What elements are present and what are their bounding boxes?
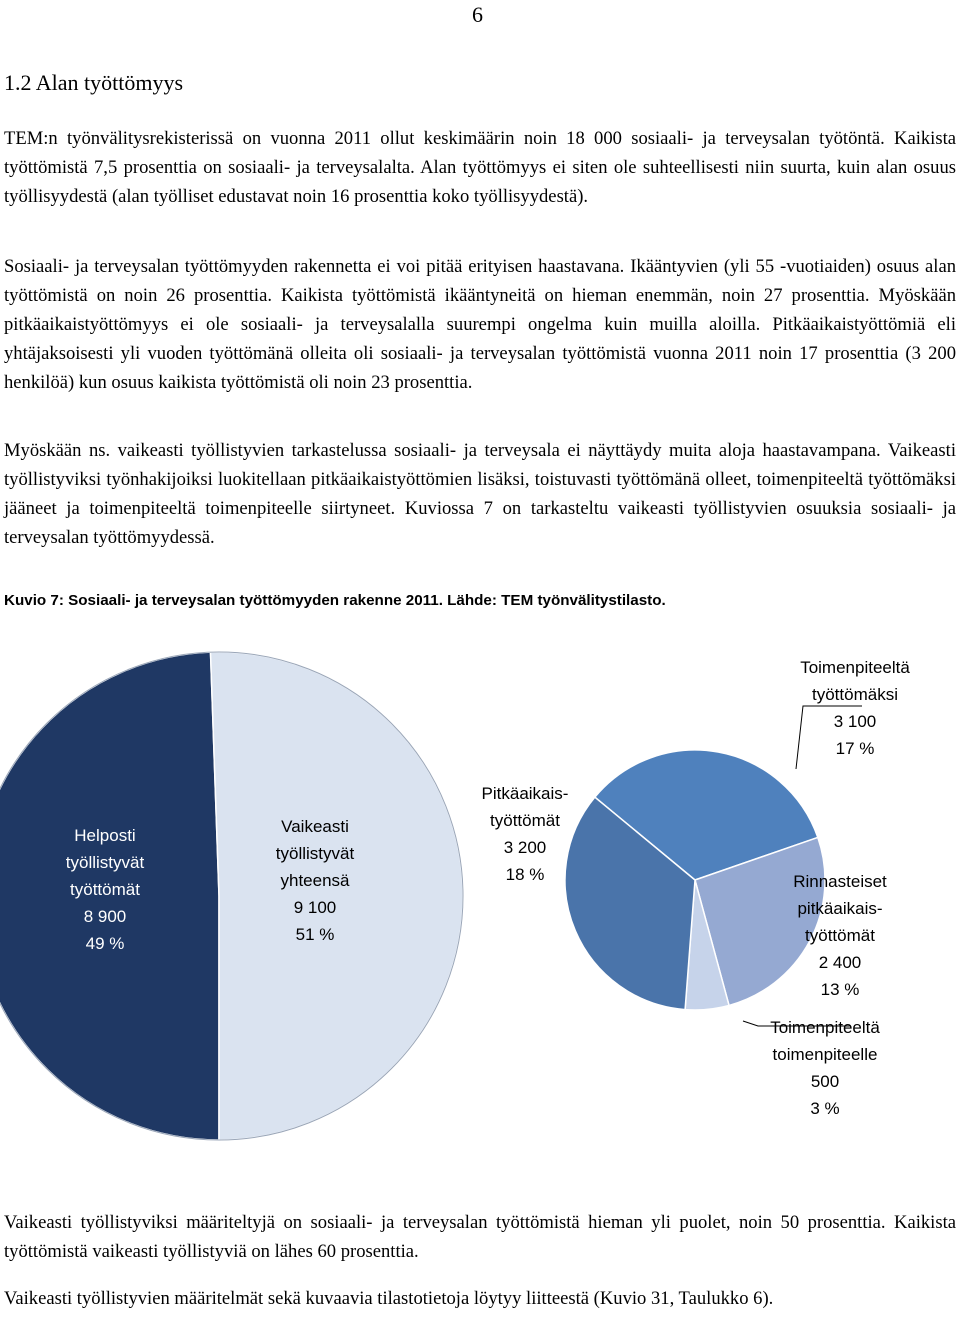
pie1-label-helposti: Helposti työllistyvät työttömät 8 900 49 % <box>65 826 145 953</box>
page-number: 6 <box>472 2 483 27</box>
section-heading: 1.2 Alan työttömyys <box>4 70 184 95</box>
pie2-label-pitkaaikais: Pitkäaikais-työttömät 3 200 18 % <box>481 784 569 884</box>
paragraph-1: TEM:n työnvälitysrekisterissä on vuonna 2011 ollut keskimäärin noin 18 000 sosiaali- ja terveysalan työtöntä. Kaikista työttömistä 7,5 prosenttia on sosiaali- ja terveysalalta. Alan työttömyys ei siten ole suhteellisesti niin suurta, kuin alan osuus työllisyydestä (alan työlliset edustavat noin 16 prosenttia koko työllisyydestä). <box>4 128 956 207</box>
pie2-label-toimenpiteelta-toimenpiteelle: Toimenpiteeltä toimenpiteelle 500 3 % <box>770 1018 880 1118</box>
paragraph-4: Vaikeasti työllistyviksi määriteltyjä on sosiaali- ja terveysalan työttömistä hieman yli puolet, noin 50 prosenttia. Kaikista työttömistä vaikeasti työllistyviä on lähes 60 prosenttia. <box>4 1212 956 1262</box>
paragraph-5: Vaikeasti työllistyvien määritelmät sekä kuvaavia tilastotietoja löytyy liitteestä (Kuvio 31, Taulukko 6). <box>4 1288 774 1309</box>
pie1-slice-2 <box>210 652 463 1140</box>
pie2-label-toimenpiteelta-tyottomaksi: Toimenpiteeltä työttömäksi 3 100 17 % <box>800 658 910 758</box>
figure-caption: Kuvio 7: Sosiaali- ja terveysalan työttömyyden rakenne 2011. Lähde: TEM työnvälitystilasto. <box>4 592 666 609</box>
paragraph-2: Sosiaali- ja terveysalan työttömyyden rakennetta ei voi pitää erityisen haastavana. Ikääntyvien (yli 55 -vuotiaiden) osuus alan työttömistä on noin 26 prosenttia. Kaikista työttömistä ikääntyneitä on hieman enemmän, noin 27 prosenttia. Myöskään pitkäaikaistyöttömyys ei ole sosiaali- ja terveysalalla suurempi ongelma kuin muilla aloilla. Pitkäaikaistyöttömiä eli yhtäjaksoisesti yli vuoden työttömänä olleita oli sosiaali- ja terveysalan työttömistä vuonna 2011 noin 17 prosenttia (3 200 henkilöä) kun osuus kaikista työttömistä oli noin 23 prosenttia. <box>4 256 956 393</box>
paragraph-3: Myöskään ns. vaikeasti työllistyvien tarkastelussa sosiaali- ja terveysala ei näyttäydy muita aloja haastavampana. Vaikeasti työllistyviksi työnhakijoiksi luokitellaan pitkäaikaistyöttömien lisäksi, toistuvasti työttömänä olleet, toimenpiteeltä työttömäksi jääneet ja toimenpiteeltä toimenpiteelle siirtyneet. Kuviossa 7 on tarkasteltu vaikeasti työllistyvien osuuksia sosiaali- ja terveysalan työttömyydessä. <box>4 440 956 548</box>
pie-charts-figure <box>0 628 960 1168</box>
pie1-label-vaikeasti: Vaikeasti työllistyvät yhteensä 9 100 51 % <box>275 817 355 944</box>
pie2-label-rinnasteiset: Rinnasteiset pitkäaikais-työttömät 2 400 13 % <box>793 872 887 999</box>
